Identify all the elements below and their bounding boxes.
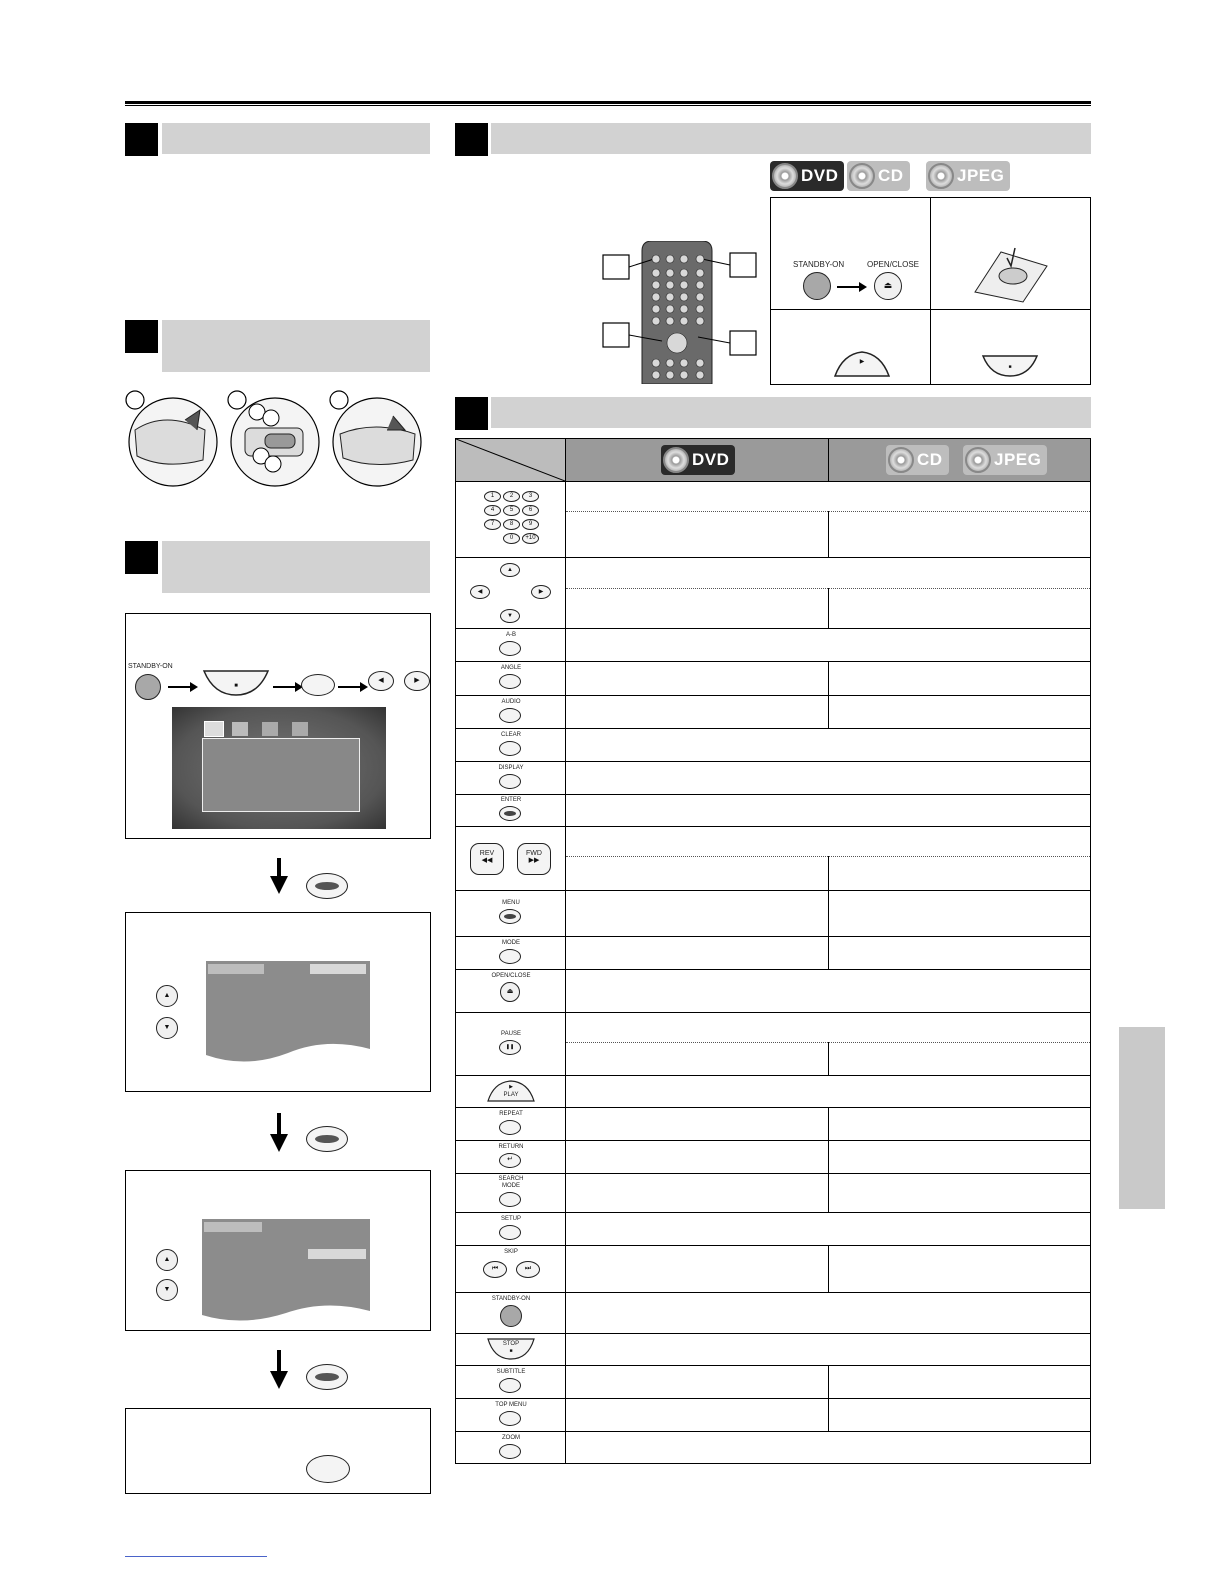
table-row bbox=[456, 1212, 1090, 1213]
up-icon: ▲ bbox=[507, 567, 513, 573]
arrow-down-icon bbox=[270, 876, 288, 894]
disc-icon bbox=[772, 163, 798, 189]
language-tab-icon bbox=[232, 722, 248, 736]
numpad-key[interactable]: 8 bbox=[503, 519, 520, 530]
section-3-number bbox=[125, 541, 158, 574]
button-column-divider bbox=[565, 439, 566, 1463]
cd-badge bbox=[847, 161, 910, 191]
column-split bbox=[828, 856, 829, 936]
table-row bbox=[456, 1398, 1090, 1399]
setup-step-1-box bbox=[125, 613, 431, 839]
play-icon: ▶ bbox=[859, 359, 865, 365]
arrow-right-icon bbox=[168, 680, 198, 692]
stop-icon: ■ bbox=[1008, 364, 1012, 370]
audio-tab-icon bbox=[262, 722, 278, 736]
numpad-spacer bbox=[484, 533, 501, 544]
down-icon: ▼ bbox=[507, 613, 513, 619]
table-row bbox=[456, 1431, 1090, 1432]
menu-content-panel bbox=[202, 738, 360, 812]
stop-button[interactable] bbox=[981, 354, 1039, 378]
display-button[interactable] bbox=[499, 774, 521, 789]
section-1-number bbox=[125, 123, 158, 156]
table-row bbox=[456, 557, 1090, 558]
cd-column-badge bbox=[886, 445, 949, 475]
header-divider bbox=[828, 439, 829, 481]
setup-button[interactable] bbox=[306, 1455, 350, 1483]
menu-item-highlight-left bbox=[208, 964, 264, 974]
clear-label: CLEAR bbox=[500, 732, 521, 738]
table-row bbox=[456, 826, 1090, 827]
up-button[interactable] bbox=[500, 563, 520, 577]
repeat-label: REPEAT bbox=[499, 1111, 523, 1117]
right-button[interactable] bbox=[531, 585, 551, 599]
search-mode-label: SEARCH MODE bbox=[498, 1176, 524, 1189]
remote-control-illustration bbox=[602, 241, 762, 384]
table-row bbox=[456, 628, 1090, 629]
menu-item-highlight-right bbox=[310, 964, 366, 974]
table-row bbox=[456, 761, 1090, 762]
disc-tray-illustration bbox=[971, 238, 1051, 304]
table-row bbox=[456, 794, 1090, 795]
left-button[interactable] bbox=[470, 585, 490, 599]
footer-link-rule bbox=[125, 1556, 267, 1557]
section-5-number bbox=[455, 397, 488, 430]
table-row bbox=[456, 1012, 1090, 1013]
subtitle-label: SUBTITLE bbox=[496, 1369, 526, 1375]
header-rule bbox=[125, 101, 1091, 106]
standby-on-label: STANDBY-ON bbox=[793, 260, 845, 269]
audio-button[interactable] bbox=[499, 708, 521, 723]
arrow-right-icon bbox=[338, 680, 368, 692]
left-icon: ◀ bbox=[477, 589, 483, 595]
enter-button[interactable] bbox=[306, 1364, 348, 1390]
fwd-icon: ▶▶ bbox=[528, 857, 540, 864]
column-split bbox=[828, 661, 829, 728]
numeric-keypad[interactable] bbox=[484, 491, 540, 551]
section-3-heading-bar bbox=[162, 541, 430, 593]
menu-button[interactable] bbox=[499, 909, 521, 924]
setup-step-3-box bbox=[125, 1170, 431, 1331]
table-row bbox=[456, 481, 1090, 482]
setup-menu-screen bbox=[172, 707, 386, 829]
playback-steps-panel bbox=[770, 197, 1091, 385]
section-1-heading-bar bbox=[162, 123, 430, 154]
arrow-down-shaft bbox=[277, 858, 281, 878]
up-icon: ▲ bbox=[163, 1256, 171, 1263]
dvd-column-badge bbox=[661, 445, 735, 475]
repeat-button[interactable] bbox=[499, 1120, 521, 1135]
left-button[interactable] bbox=[368, 671, 394, 691]
search-mode-button[interactable] bbox=[499, 1192, 521, 1207]
numpad-key[interactable]: 6 bbox=[522, 505, 539, 516]
cd-column-label: CD bbox=[917, 450, 943, 469]
open-close-label: OPEN/CLOSE bbox=[867, 260, 920, 269]
menu-icon bbox=[504, 914, 516, 919]
disc-icon bbox=[888, 447, 914, 473]
numpad-key[interactable]: 0 bbox=[503, 533, 520, 544]
a-b-label: A-B bbox=[505, 632, 516, 638]
table-row bbox=[456, 728, 1090, 729]
skip-next-button[interactable] bbox=[516, 1261, 540, 1278]
dvd-badge bbox=[770, 161, 844, 191]
audio-label: AUDIO bbox=[501, 699, 521, 705]
eject-icon: ⏏ bbox=[506, 988, 514, 995]
table-row bbox=[456, 1333, 1090, 1334]
setup-step-2-box bbox=[125, 912, 431, 1092]
column-split bbox=[828, 1042, 829, 1075]
jpeg-column-badge bbox=[963, 445, 1047, 475]
enter-button[interactable] bbox=[306, 873, 348, 899]
setup-step-4-box bbox=[125, 1408, 431, 1494]
right-icon: ▶ bbox=[414, 677, 420, 684]
numpad-key[interactable]: 5 bbox=[503, 505, 520, 516]
cd-badge-label: CD bbox=[878, 166, 904, 185]
numpad-key[interactable]: +10 bbox=[522, 533, 539, 544]
down-button[interactable] bbox=[500, 609, 520, 623]
table-row bbox=[456, 661, 1090, 662]
return-icon: ↵ bbox=[507, 1156, 513, 1163]
section-4-heading-bar bbox=[491, 123, 1091, 154]
table-row bbox=[456, 969, 1090, 970]
down-button[interactable] bbox=[156, 1279, 178, 1301]
right-button[interactable] bbox=[404, 671, 430, 691]
enter-button[interactable] bbox=[306, 1126, 348, 1152]
skip-next-icon: ⏭ bbox=[524, 1265, 532, 1272]
eject-icon: ⏏ bbox=[883, 280, 893, 290]
panel-divider-h bbox=[771, 309, 1090, 310]
mode-label: MODE bbox=[502, 940, 520, 946]
play-button[interactable] bbox=[486, 1079, 536, 1103]
arrow-right-icon bbox=[837, 280, 867, 292]
setup-label: SETUP bbox=[500, 1216, 521, 1222]
column-split bbox=[828, 511, 829, 557]
standby-on-label: STANDBY-ON bbox=[491, 1296, 531, 1302]
top-menu-button[interactable] bbox=[499, 1411, 521, 1426]
down-icon: ▼ bbox=[163, 1024, 171, 1031]
menu-list-screen bbox=[206, 961, 370, 1063]
section-5-heading-bar bbox=[491, 397, 1091, 428]
table-row bbox=[456, 1365, 1090, 1366]
disc-icon bbox=[849, 163, 875, 189]
button-function-table bbox=[455, 438, 1091, 1464]
up-icon: ▲ bbox=[163, 992, 171, 999]
return-label: RETURN bbox=[498, 1144, 524, 1150]
table-row bbox=[456, 1292, 1090, 1293]
play-icon: ▶ bbox=[509, 1084, 513, 1090]
play-button[interactable] bbox=[833, 350, 891, 378]
column-split bbox=[828, 1245, 829, 1292]
table-row bbox=[456, 1245, 1090, 1246]
arrow-down-icon bbox=[270, 1371, 288, 1389]
rev-label: REV bbox=[479, 850, 495, 857]
dvd-badge-label: DVD bbox=[801, 166, 839, 185]
numpad-key[interactable]: 2 bbox=[503, 491, 520, 502]
disc-icon bbox=[965, 447, 991, 473]
section-4-number bbox=[455, 123, 488, 156]
stop-label: STOP bbox=[502, 1341, 520, 1347]
open-close-label: OPEN/CLOSE bbox=[491, 973, 531, 979]
open-close-button[interactable] bbox=[874, 272, 902, 300]
table-row bbox=[456, 890, 1090, 891]
standby-on-button[interactable] bbox=[500, 1305, 522, 1327]
stop-button[interactable] bbox=[202, 669, 270, 697]
pause-button[interactable] bbox=[499, 1040, 521, 1055]
enter-icon bbox=[504, 811, 516, 816]
battery-installation-illustration bbox=[125, 390, 430, 490]
standby-on-label: STANDBY-ON bbox=[128, 663, 173, 670]
quick-setup-tab-icon bbox=[204, 721, 224, 737]
enter-icon bbox=[315, 1373, 339, 1381]
rev-button[interactable] bbox=[470, 843, 504, 875]
section-2-heading-bar bbox=[162, 320, 430, 372]
disc-icon bbox=[663, 447, 689, 473]
jpeg-badge-label: JPEG bbox=[957, 166, 1005, 185]
column-split bbox=[828, 1107, 829, 1212]
setup-button[interactable] bbox=[301, 674, 335, 696]
dvd-column-label: DVD bbox=[692, 450, 730, 469]
menu-item-highlight-right bbox=[308, 1249, 366, 1259]
fwd-label: FWD bbox=[526, 850, 542, 857]
disc-icon bbox=[928, 163, 954, 189]
pause-label: PAUSE bbox=[501, 1031, 521, 1037]
menu-item-highlight-left bbox=[204, 1222, 262, 1232]
menu-label: MENU bbox=[502, 900, 520, 906]
up-button[interactable] bbox=[156, 985, 178, 1007]
mode-button[interactable] bbox=[499, 949, 521, 964]
numpad-key[interactable]: 7 bbox=[484, 519, 501, 530]
table-row bbox=[456, 1173, 1090, 1174]
column-split bbox=[828, 588, 829, 628]
down-icon: ▼ bbox=[163, 1286, 171, 1293]
play-label: PLAY bbox=[503, 1092, 519, 1098]
up-button[interactable] bbox=[156, 1249, 178, 1271]
open-close-button[interactable] bbox=[500, 982, 520, 1002]
column-split bbox=[828, 1365, 829, 1431]
arrow-down-icon bbox=[270, 1134, 288, 1152]
top-menu-label: TOP MENU bbox=[495, 1402, 527, 1408]
table-row bbox=[456, 695, 1090, 696]
down-button[interactable] bbox=[156, 1017, 178, 1039]
rev-icon: ◀◀ bbox=[481, 857, 493, 864]
table-header-corner bbox=[456, 439, 565, 481]
enter-button[interactable] bbox=[499, 806, 521, 821]
standby-on-button[interactable] bbox=[803, 272, 831, 300]
subtitle-button[interactable] bbox=[499, 1378, 521, 1393]
stop-button[interactable] bbox=[486, 1337, 536, 1361]
section-2-number bbox=[125, 320, 158, 353]
stop-icon: ■ bbox=[234, 683, 238, 689]
table-row bbox=[456, 1075, 1090, 1076]
angle-label: ANGLE bbox=[500, 665, 522, 671]
jpeg-column-label: JPEG bbox=[994, 450, 1042, 469]
return-button[interactable] bbox=[499, 1153, 521, 1168]
skip-label: SKIP bbox=[504, 1249, 518, 1255]
table-row bbox=[456, 936, 1090, 937]
skip-prev-button[interactable] bbox=[483, 1261, 507, 1278]
angle-button[interactable] bbox=[499, 674, 521, 689]
skip-prev-icon: ⏮ bbox=[491, 1265, 499, 1272]
standby-on-button[interactable] bbox=[135, 674, 161, 700]
zoom-label: ZOOM bbox=[502, 1435, 520, 1441]
table-row bbox=[456, 1107, 1090, 1108]
numpad-key[interactable]: 4 bbox=[484, 505, 501, 516]
zoom-button[interactable] bbox=[499, 1444, 521, 1459]
chapter-side-tab bbox=[1119, 1027, 1165, 1209]
numpad-key[interactable]: 1 bbox=[484, 491, 501, 502]
setup-button[interactable] bbox=[499, 1225, 521, 1240]
pause-icon: ❚❚ bbox=[505, 1044, 515, 1050]
right-icon: ▶ bbox=[538, 589, 544, 595]
display-label: DISPLAY bbox=[498, 765, 524, 771]
column-split bbox=[828, 936, 829, 969]
menu-list-screen bbox=[202, 1219, 370, 1323]
jpeg-badge bbox=[926, 161, 1010, 191]
numpad-key[interactable]: 9 bbox=[522, 519, 539, 530]
table-row bbox=[456, 1140, 1090, 1141]
enter-icon bbox=[315, 882, 339, 890]
numpad-key[interactable]: 3 bbox=[522, 491, 539, 502]
arrow-right-icon bbox=[273, 680, 303, 692]
a-b-button[interactable] bbox=[499, 641, 521, 656]
panel-divider-v bbox=[930, 198, 931, 384]
left-icon: ◀ bbox=[378, 677, 384, 684]
clear-button[interactable] bbox=[499, 741, 521, 756]
parental-tab-icon bbox=[292, 722, 308, 736]
stop-icon: ■ bbox=[509, 1348, 513, 1354]
enter-label: ENTER bbox=[500, 797, 522, 803]
fwd-button[interactable] bbox=[517, 843, 551, 875]
enter-icon bbox=[315, 1135, 339, 1143]
